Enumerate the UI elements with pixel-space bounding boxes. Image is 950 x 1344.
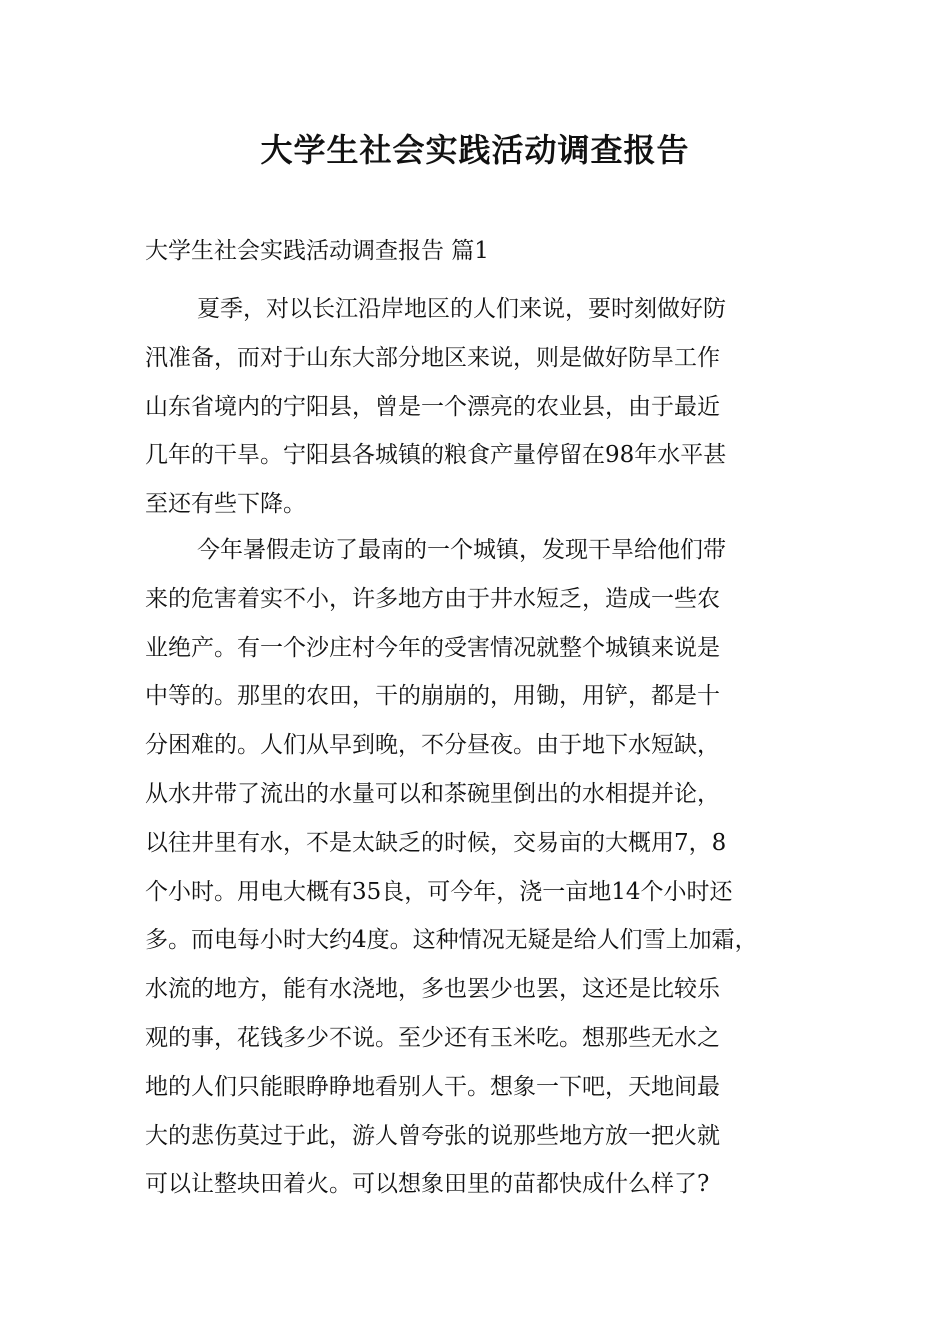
text-line: 业绝产。有一个沙庄村今年的受害情况就整个城镇来说是 xyxy=(145,634,720,661)
text-line: 今年暑假走访了最南的一个城镇，发现干旱给他们带 xyxy=(197,537,726,563)
text-line: 几年的干旱。宁阳县各城镇的粮食产量停留在98年水平甚 xyxy=(145,442,727,469)
text-line: 从水井带了流出的水量可以和茶碗里倒出的水相提并论， xyxy=(145,780,720,807)
text-line: 至还有些下降。 xyxy=(145,491,306,518)
text-line: 中等的。那里的农田，干的崩崩的，用锄，用铲，都是十 xyxy=(145,683,720,710)
text-line: 夏季，对以长江沿岸地区的人们来说，要时刻做好防 xyxy=(197,296,726,322)
text-line: 地的人们只能眼睁睁地看别人干。想象一下吧，天地间最 xyxy=(145,1073,720,1100)
document-title: 大学生社会实践活动调查报告 xyxy=(260,131,690,169)
text-line: 观的事，花钱多少不说。至少还有玉米吃。想那些无水之 xyxy=(145,1024,720,1051)
section-heading: 大学生社会实践活动调查报告 篇1 xyxy=(145,238,489,264)
text-line: 来的危害着实不小，许多地方由于井水短乏，造成一些农 xyxy=(145,585,720,612)
text-line: 山东省境内的宁阳县，曾是一个漂亮的农业县，由于最近 xyxy=(145,393,720,420)
text-line: 汛准备，而对于山东大部分地区来说，则是做好防旱工作 xyxy=(145,344,720,371)
text-line: 可以让整块田着火。可以想象田里的苗都快成什么样了? xyxy=(145,1171,710,1198)
text-line: 以往井里有水，不是太缺乏的时候，交易亩的大概用7，8 xyxy=(145,829,727,856)
text-line: 大的悲伤莫过于此，游人曾夸张的说那些地方放一把火就 xyxy=(145,1122,720,1149)
paragraph-2 xyxy=(145,526,825,1209)
text-line: 个小时。用电大概有35良，可今年，浇一亩地14个小时还 xyxy=(145,878,733,905)
text-line: 水流的地方，能有水浇地，多也罢少也罢，这还是比较乐 xyxy=(145,976,720,1003)
paragraph-1 xyxy=(145,285,825,529)
text-line: 多。而电每小时大约4度。这种情况无疑是给人们雪上加霜， xyxy=(145,927,758,954)
text-line: 分困难的。人们从早到晚，不分昼夜。由于地下水短缺， xyxy=(145,732,720,759)
